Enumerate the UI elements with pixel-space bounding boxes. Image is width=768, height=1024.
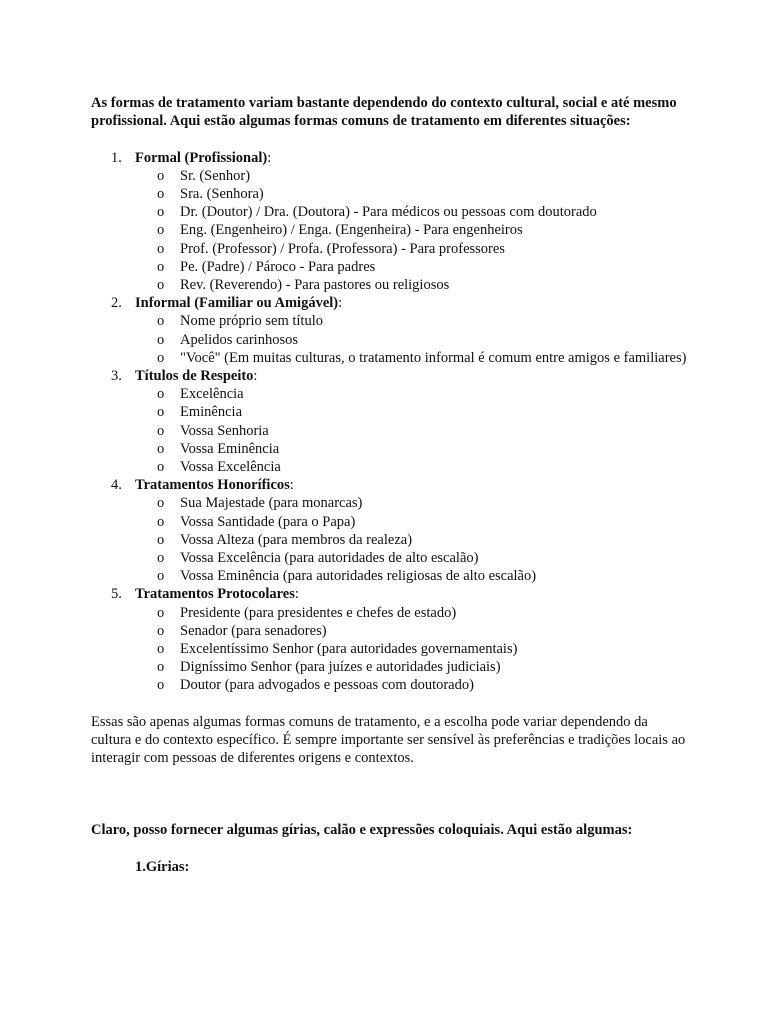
list-item-text: Apelidos carinhosos: [180, 331, 298, 348]
bullet-icon: o: [157, 349, 165, 366]
bullet-icon: o: [157, 313, 165, 330]
list-item: [135, 549, 691, 567]
bullet-icon: o: [157, 459, 165, 476]
list-item: [135, 185, 691, 203]
section-item: [91, 367, 691, 476]
list-item: [135, 240, 691, 258]
section-colon: :: [294, 586, 299, 603]
list-item-text: Sr. (Senhor): [180, 167, 251, 184]
list-item: [135, 258, 691, 276]
list-item-text: Excelência: [180, 386, 244, 403]
list-item-text: Sua Majestade (para monarcas): [180, 495, 363, 512]
list-item: [135, 658, 691, 676]
bullet-icon: o: [157, 641, 165, 658]
section-title: Formal (Profissional): [135, 149, 268, 166]
subheading-number: 1.: [135, 858, 146, 875]
list-item: [135, 276, 691, 294]
list-item-text: Vossa Santidade (para o Papa): [180, 513, 356, 530]
bullet-icon: o: [157, 440, 165, 457]
list-item-text: Excelentíssimo Senhor (para autoridades governamentais): [180, 641, 518, 658]
list-item: [135, 458, 691, 476]
list-item-text: Senador (para senadores): [180, 622, 327, 639]
bullet-icon: o: [157, 258, 165, 275]
bullet-icon: o: [157, 186, 165, 202]
list-item: [135, 385, 691, 403]
bullet-icon: o: [157, 495, 165, 512]
list-item-text: Digníssimo Senhor (para juízes e autoridades judiciais): [180, 659, 501, 676]
list-item-text: Prof. (Professor) / Profa. (Professora) - Para professores: [180, 240, 505, 257]
list-item-text: Vossa Senhoria: [180, 422, 269, 439]
section-number: 2.: [111, 295, 122, 312]
section-sublist: [135, 604, 691, 695]
list-item-text: Doutor (para advogados e pessoas com doutorado): [180, 677, 474, 694]
subheading-colon: :: [184, 858, 190, 875]
spacer: [91, 695, 691, 713]
slang-heading: Claro, posso fornecer algumas gírias, calão e expressões coloquiais. Aqui estão algumas:: [91, 822, 633, 839]
bullet-icon: o: [157, 331, 165, 348]
list-item: [135, 331, 691, 349]
list-item: [135, 494, 691, 512]
list-item: [135, 622, 691, 640]
list-item: [135, 403, 691, 421]
section-item: [91, 149, 691, 295]
subheading-title: Gírias: [145, 858, 185, 875]
list-item-text: Vossa Eminência (para autoridades religiosas de alto escalão): [180, 568, 537, 585]
spacer: [91, 840, 691, 858]
section-title: Tratamentos Honoríficos: [135, 477, 290, 494]
bullet-icon: o: [157, 604, 165, 621]
section-colon: :: [267, 149, 272, 166]
list-item: [135, 349, 691, 367]
list-item: [135, 676, 691, 694]
bullet-icon: o: [157, 404, 165, 421]
list-item: [135, 440, 691, 458]
section-colon: :: [289, 477, 294, 494]
spacer: [91, 130, 691, 148]
section-number: 1.: [111, 149, 122, 166]
section-sublist: [135, 312, 691, 367]
bullet-icon: o: [157, 167, 165, 184]
section-title: Informal (Familiar ou Amigável): [135, 295, 339, 312]
section-item: [91, 294, 691, 367]
list-item-text: "Você" (Em muitas culturas, o tratamento informal é comum entre amigos e familiares): [180, 349, 687, 366]
bullet-icon: o: [157, 677, 165, 694]
bullet-icon: o: [157, 622, 165, 639]
section-item: [91, 476, 691, 585]
bullet-icon: o: [157, 422, 165, 439]
list-item-text: Eng. (Engenheiro) / Enga. (Engenheira) - Para engenheiros: [180, 222, 523, 239]
section-number: 5.: [111, 586, 122, 603]
list-item-text: Presidente (para presidentes e chefes de estado): [180, 604, 457, 621]
bullet-icon: o: [157, 204, 165, 221]
list-item-text: Pe. (Padre) / Pároco - Para padres: [180, 258, 376, 275]
closing-paragraph: Essas são apenas algumas formas comuns de tratamento, e a escolha pode variar dependendo da cultura e do contexto específico. É sempre importante ser sensível às preferências e tradições locais ao interagir com pessoas de diferentes origens e contextos.: [91, 713, 686, 767]
list-item-text: Rev. (Reverendo) - Para pastores ou religiosos: [180, 277, 450, 294]
section-sublist: [135, 167, 691, 294]
bullet-icon: o: [157, 222, 165, 239]
document-page: [91, 94, 691, 876]
list-item-text: Vossa Eminência: [180, 440, 280, 457]
bullet-icon: o: [157, 386, 165, 403]
section-title: Tratamentos Protocolares: [135, 586, 295, 603]
bullet-icon: o: [157, 568, 165, 585]
section-colon: :: [253, 368, 258, 385]
list-item: [135, 167, 691, 185]
list-item: [135, 604, 691, 622]
bullet-icon: o: [157, 513, 165, 530]
list-item: [135, 312, 691, 330]
section-number: 4.: [111, 477, 122, 494]
list-item: [135, 567, 691, 585]
slang-subheading: [91, 858, 691, 876]
list-item-text: Vossa Excelência: [180, 459, 281, 476]
bullet-icon: o: [157, 550, 165, 567]
list-item: [135, 203, 691, 221]
list-item: [135, 531, 691, 549]
list-item: [135, 513, 691, 531]
bullet-icon: o: [157, 531, 165, 548]
section-number: 3.: [111, 368, 122, 385]
list-item-text: Eminência: [180, 404, 243, 421]
section-sublist: [135, 385, 691, 476]
spacer: [91, 767, 691, 821]
list-item-text: Dr. (Doutor) / Dra. (Doutora) - Para médicos ou pessoas com doutorado: [180, 204, 597, 221]
section-sublist: [135, 494, 691, 585]
list-item-text: Vossa Alteza (para membros da realeza): [180, 531, 413, 548]
bullet-icon: o: [157, 277, 165, 294]
intro-paragraph: As formas de tratamento variam bastante dependendo do contexto cultural, social e até mesmo profissional. Aqui estão algumas formas comuns de tratamento em diferentes situações:: [91, 95, 677, 130]
list-item-text: Sra. (Senhora): [180, 186, 264, 202]
list-item-text: Vossa Excelência (para autoridades de alto escalão): [180, 550, 479, 567]
section-colon: :: [338, 295, 343, 312]
list-item: [135, 422, 691, 440]
list-item: [135, 640, 691, 658]
section-item: [91, 585, 691, 694]
section-title: Títulos de Respeito: [135, 368, 254, 385]
list-item-text: Nome próprio sem título: [180, 313, 323, 330]
bullet-icon: o: [157, 240, 165, 257]
treatment-sections-list: [91, 149, 691, 695]
list-item: [135, 221, 691, 239]
bullet-icon: o: [157, 659, 165, 676]
